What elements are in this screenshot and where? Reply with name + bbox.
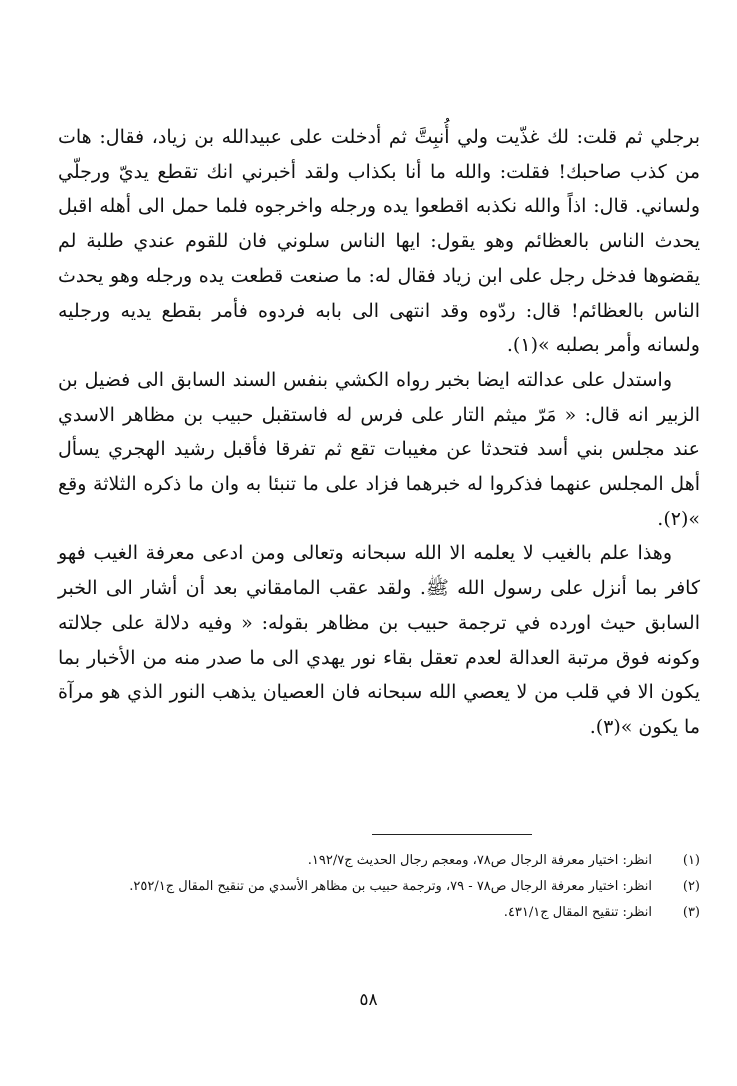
footnote-text: انظر: اختيار معرفة الرجال ص٧٨ - ٧٩، وترجمة حبيب بن مظاهر الأسدي من تنقيح المقال ج٢٥٢/١.: [129, 879, 652, 894]
footnote-number: (١): [682, 853, 700, 868]
footnote-number: (٣): [682, 905, 700, 920]
footnote-2: [52, 874, 700, 900]
main-text: [58, 120, 700, 745]
page-number: ٥٨: [359, 990, 378, 1010]
footnote-1: [52, 848, 700, 874]
footnote-text: انظر: تنقيح المقال ج٤٣١/١.: [503, 905, 652, 920]
paragraph-3: وهذا علم بالغيب لا يعلمه الا الله سبحانه وتعالى ومن ادعى معرفة الغيب فهو كافر بما أنزل على رسول الله ﷺ. ولقد عقب المامقاني بعد أن أشار الى الخبر السابق حيث اورده في ترجمة حبيب بن مظاهر بقوله: « وفيه دلالة على جلالته وكونه فوق مرتبة العدالة لعدم تعقل بقاء نور يهدي الى ما صدر منه من الأخبار بما يكون الا في قلب من لا يعصي الله سبحانه فان العصيان يذهب النور الذي هو مرآة ما يكون »(٣).: [58, 542, 700, 738]
footnote-text: انظر: اختيار معرفة الرجال ص٧٨، ومعجم رجال الحديث ج١٩٢/٧.: [307, 853, 652, 868]
footnote-number: (٢): [682, 879, 700, 894]
paragraph-1: برجلي ثم قلت: لك غذّيت ولي أُنبِتَّ ثم أدخلت على عبيدالله بن زياد، فقال: هات من كذب صاحبك! فقلت: والله ما أنا بكذاب ولقد أخبرني انك تقطع يديّ ورجلّي ولساني. قال: اذاً والله نكذبه اقطعوا يده ورجله واخرجوه فلما حمل الى أهله اقبل يحدث الناس بالعظائم وهو يقول: ايها الناس سلوني فان للقوم عندي طلبة لم يقضوها فدخل رجل على ابن زياد فقال له: ما صنعت قطعت يده ورجله وهو يحدث الناس بالعظائم! قال: ردّوه وقد انتهى الى بابه فردوه فأمر بقطع يديه ورجليه ولسانه وأمر بصلبه »(١).: [58, 126, 700, 357]
footnotes: [52, 848, 700, 926]
paragraph-2: واستدل على عدالته ايضا بخبر رواه الكشي بنفس السند السابق الى فضيل بن الزبير انه قال: « مَرّ ميثم التار على فرس له فاستقبل حبيب بن مظاهر الاسدي عند مجلس بني أسد فتحدثا عن مغيبات تقع ثم تفرقا فأقبل رشيد الهجري يسأل أهل المجلس عنهما فذكروا له خبرهما فزاد على ما تنبئا به وان ما ذكره الثلاثة وقع »(٢).: [58, 368, 700, 530]
footnote-separator: [372, 834, 532, 835]
footnote-3: [52, 900, 700, 926]
